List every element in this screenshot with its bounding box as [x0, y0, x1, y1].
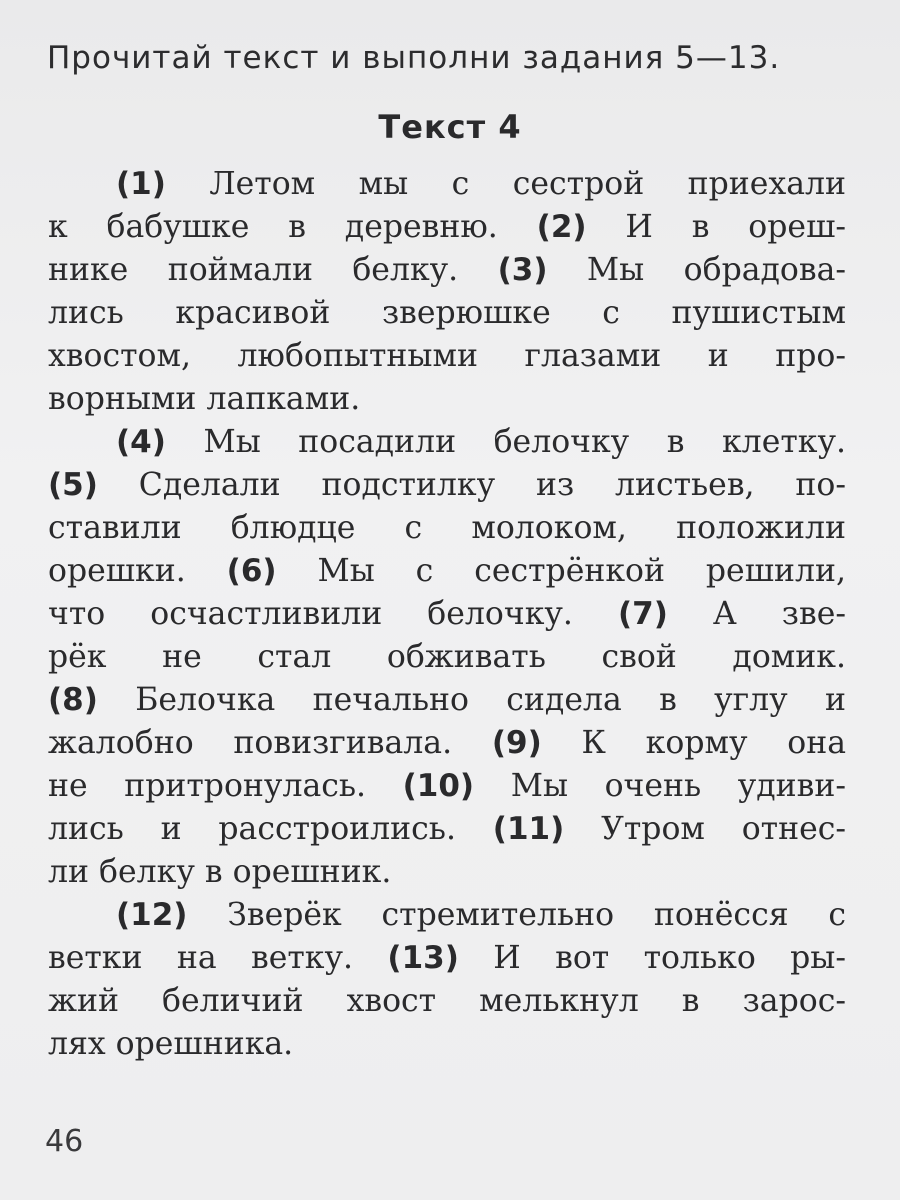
sentence-text: ветки на ветку. [48, 940, 354, 976]
text-line [48, 293, 846, 333]
sentence-text: А зве- [712, 596, 846, 632]
sentence-text: Мы с сестрёнкой решили, [317, 553, 846, 589]
sentence-text: к бабушке в деревню. [48, 209, 498, 245]
text-line [48, 723, 846, 763]
sentence-text: ли белку в орешник. [48, 854, 392, 890]
sentence-text: Зверёк стремительно понёсся с [227, 897, 846, 933]
sentence-text: Мы обрадова- [586, 252, 847, 288]
sentence-text: жалобно повизгивала. [48, 725, 453, 761]
text-line [48, 938, 846, 978]
sentence-text: что осчастливили белочку. [48, 596, 573, 632]
text-line [116, 422, 846, 462]
text-line [48, 766, 846, 806]
sentence-text: лись красивой зверюшке с пушистым [48, 295, 846, 331]
sentence-text: Мы посадили белочку в клетку. [203, 424, 846, 460]
sentence-text: И вот только ры- [493, 940, 847, 976]
sentence-text: жий беличий хвост мелькнул в зарос- [48, 983, 846, 1019]
sentence-text: Сделали подстилку из листьев, по- [138, 467, 846, 503]
sentence-number: (12) [116, 897, 188, 933]
sentence-text: Мы очень удиви- [510, 768, 847, 804]
sentence-text: нике поймали белку. [48, 252, 459, 288]
page-number: 46 [45, 1124, 84, 1159]
text-line [48, 594, 846, 634]
text-line [48, 637, 846, 677]
text-line [48, 465, 846, 505]
sentence-text: Утром отнес- [601, 811, 847, 847]
sentence-number: (7) [617, 596, 668, 632]
sentence-number: (11) [492, 811, 565, 847]
sentence-text: хвостом, любопытными глазами и про- [48, 338, 846, 374]
sentence-text: лись и расстроились. [48, 811, 456, 847]
sentence-text: И в ореш- [625, 209, 846, 245]
text-line [48, 207, 846, 247]
text-line [48, 809, 846, 849]
sentence-text: лях орешника. [48, 1026, 294, 1062]
sentence-number: (1) [116, 166, 166, 202]
sentence-number: (10) [402, 768, 475, 804]
text-line [48, 680, 846, 720]
text-line [48, 852, 846, 892]
sentence-number: (6) [226, 553, 277, 589]
sentence-text: ставили блюдце с молоком, положили [48, 510, 846, 546]
sentence-number: (8) [48, 682, 98, 718]
sentence-text: Белочка печально сидела в углу и [135, 682, 847, 718]
text-line [48, 379, 846, 419]
task-instruction: Прочитай текст и выполни задания 5—13. [47, 40, 781, 76]
sentence-number: (2) [536, 209, 587, 245]
sentence-number: (9) [491, 725, 542, 761]
text-line [116, 895, 846, 935]
sentence-text: К корму она [581, 725, 847, 761]
sentence-number: (5) [48, 467, 98, 503]
sentence-number: (3) [497, 252, 548, 288]
text-line [116, 164, 846, 204]
text-line [48, 336, 846, 376]
text-line [48, 551, 846, 591]
sentence-text: орешки. [48, 553, 186, 589]
text-line [48, 508, 846, 548]
sentence-text: ворными лапками. [48, 381, 361, 417]
sentence-text: Летом мы с сестрой приехали [209, 166, 846, 202]
sentence-number: (4) [116, 424, 166, 460]
text-line [48, 1024, 846, 1064]
sentence-text: рёк не стал обживать свой домик. [48, 639, 846, 675]
text-line [48, 981, 846, 1021]
text-line [48, 250, 846, 290]
sentence-text: не притронулась. [48, 768, 367, 804]
text-title: Текст 4 [378, 108, 522, 146]
sentence-number: (13) [387, 940, 459, 976]
